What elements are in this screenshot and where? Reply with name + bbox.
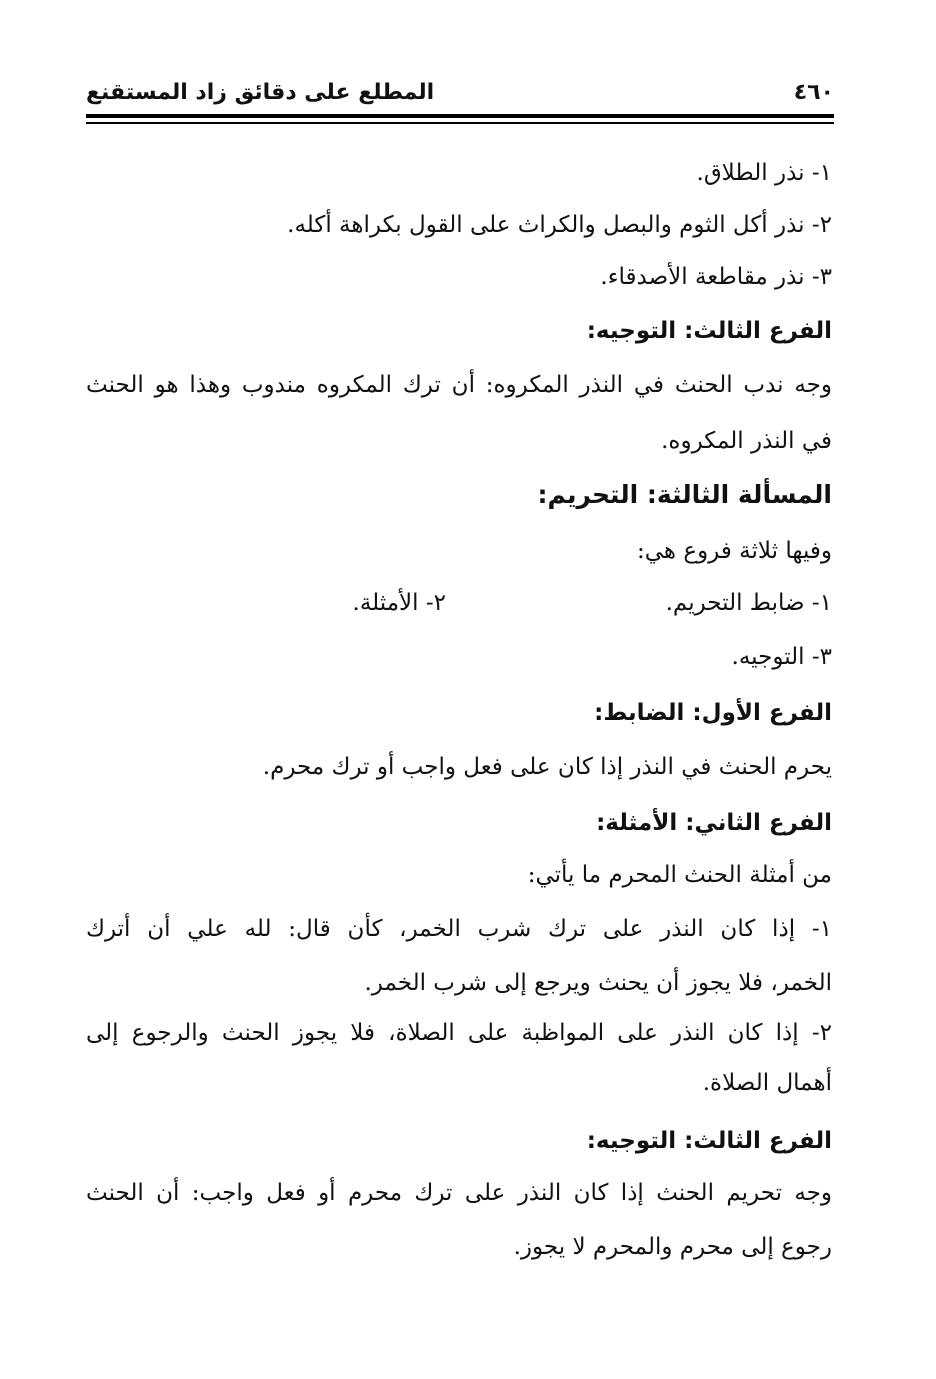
paragraph-line: رجوع إلى محرم والمحرم لا يجوز.: [513, 1234, 832, 1260]
page-number: ٤٦٠: [793, 80, 834, 105]
paragraph-line: وجه ندب الحنث في النذر المكروه: أن ترك المكروه مندوب وهذا هو الحنث: [86, 372, 832, 398]
section-heading: الفرع الثالث: التوجيه:: [586, 1128, 832, 1154]
paragraph-line: يحرم الحنث في النذر إذا كان على فعل واجب أو ترك محرم.: [262, 754, 832, 780]
issue-heading: المسألة الثالثة: التحريم:: [537, 480, 832, 509]
paragraph-line: ١- إذا كان النذر على ترك شرب الخمر، كأن قال: لله علي أن أترك: [86, 916, 832, 942]
book-title: المطلع على دقائق زاد المستقنع: [86, 80, 435, 105]
list-item: ٣- التوجيه.: [731, 644, 832, 670]
paragraph-line: ٢- إذا كان النذر على المواظبة على الصلاة، فلا يجوز الحنث والرجوع إلى: [86, 1020, 832, 1046]
list-item: ١- ضابط التحريم.: [665, 590, 832, 616]
list-item: ٢- نذر أكل الثوم والبصل والكراث على القول بكراهة أكله.: [287, 212, 832, 238]
section-heading: الفرع الأول: الضابط:: [594, 700, 832, 726]
paragraph-line: الخمر، فلا يجوز أن يحنث ويرجع إلى شرب الخمر.: [364, 970, 832, 996]
list-item: ٣- نذر مقاطعة الأصدقاء.: [600, 264, 832, 290]
header-rule-thick: [86, 114, 834, 118]
section-heading: الفرع الثاني: الأمثلة:: [596, 810, 832, 836]
paragraph-line: أهمال الصلاة.: [702, 1070, 832, 1096]
list-item: ٢- الأمثلة.: [352, 590, 446, 616]
section-heading: الفرع الثالث: التوجيه:: [586, 318, 832, 344]
paragraph-line: في النذر المكروه.: [661, 428, 832, 454]
list-item: ١- نذر الطلاق.: [696, 160, 832, 186]
paragraph-line: وجه تحريم الحنث إذا كان النذر على ترك محرم أو فعل واجب: أن الحنث: [86, 1180, 832, 1206]
header-rule-thin: [86, 122, 834, 124]
paragraph-line: من أمثلة الحنث المحرم ما يأتي:: [527, 862, 832, 888]
page-header: [86, 78, 834, 114]
paragraph-line: وفيها ثلاثة فروع هي:: [636, 538, 832, 564]
